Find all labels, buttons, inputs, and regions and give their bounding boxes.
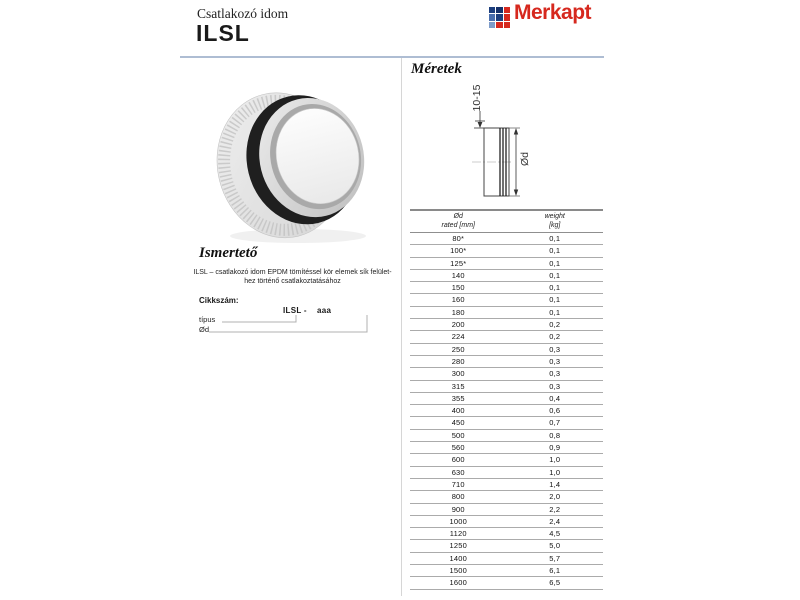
table-row	[410, 257, 603, 269]
table-row	[410, 244, 603, 256]
size-table-header	[410, 211, 603, 233]
article-code-prefix: ILSL -	[283, 306, 307, 315]
table-row	[410, 343, 603, 355]
cell-diameter: 315	[451, 381, 465, 391]
column-divider	[401, 58, 402, 596]
cell-weight: 1,0	[549, 467, 561, 477]
cell-diameter: 180	[451, 307, 465, 317]
drawing-depth-dim-label: 10-15	[471, 84, 483, 112]
brand-grid-square	[496, 14, 502, 20]
table-row	[410, 453, 603, 465]
table-row	[410, 539, 603, 551]
brand-grid-square	[504, 14, 510, 20]
cell-diameter: 224	[451, 332, 465, 342]
brand-grid-square	[496, 7, 502, 13]
brand-grid-square	[489, 22, 495, 28]
table-row	[410, 576, 603, 588]
brand-grid-square	[504, 22, 510, 28]
cell-weight: 0,3	[549, 369, 561, 379]
table-row	[410, 429, 603, 441]
cell-weight: 0,9	[549, 443, 561, 453]
brand-grid-square	[496, 22, 502, 28]
description-line-1: ILSL – csatlakozó idom EPDM tömítéssel kör elemek sík felület-	[193, 269, 392, 276]
cell-diameter: 1120	[449, 529, 467, 539]
cell-weight: 0,2	[549, 332, 561, 342]
cell-weight: 0,1	[549, 270, 561, 280]
cell-diameter: 1600	[449, 578, 467, 588]
cell-diameter: 630	[451, 467, 465, 477]
table-row	[410, 318, 603, 330]
brand-grid-square	[489, 14, 495, 20]
drawing-diameter-dim-label: Ød	[519, 151, 531, 167]
table-row	[410, 515, 603, 527]
brand-grid-square	[504, 7, 510, 13]
brand-name: Merkapt	[514, 1, 592, 24]
cell-weight: 0,1	[549, 246, 561, 256]
table-row	[410, 367, 603, 379]
table-row	[410, 552, 603, 564]
cell-diameter: 100*	[450, 246, 467, 256]
cell-diameter: 1000	[449, 516, 467, 526]
cell-diameter: 800	[451, 492, 465, 502]
cell-weight: 0,3	[549, 381, 561, 391]
product-description	[190, 269, 395, 286]
cell-diameter: 500	[451, 430, 465, 440]
table-row	[410, 527, 603, 539]
header-rule	[180, 56, 604, 58]
section-title-intro: Ismertető	[199, 245, 258, 261]
table-row	[410, 293, 603, 305]
cell-diameter: 280	[451, 356, 465, 366]
header-weight-line1: weight	[544, 213, 565, 220]
table-row	[410, 466, 603, 478]
table-row	[410, 281, 603, 293]
cell-weight: 0,3	[549, 356, 561, 366]
cell-weight: 0,1	[549, 307, 561, 317]
table-row	[410, 404, 603, 416]
cell-diameter: 160	[451, 295, 465, 305]
table-row	[410, 355, 603, 367]
cell-weight: 0,6	[549, 406, 561, 416]
cell-weight: 2,4	[549, 516, 561, 526]
size-table-bottom-rule	[410, 589, 603, 590]
article-code-callout-lines	[195, 304, 395, 339]
cell-weight: 1,4	[549, 479, 561, 489]
article-number-label: Cikkszám:	[199, 296, 239, 305]
header-weight-line2: [kg]	[549, 221, 561, 229]
cell-diameter: 1250	[449, 541, 467, 551]
param-diameter-label: Ød	[199, 325, 210, 334]
header-diameter-column	[410, 213, 507, 230]
table-row	[410, 233, 603, 244]
cell-weight: 0,1	[549, 234, 561, 243]
cell-diameter: 125*	[450, 258, 467, 268]
cell-weight: 2,2	[549, 504, 561, 514]
cell-diameter: 400	[451, 406, 465, 416]
header-diameter-line1: Ød	[453, 213, 463, 220]
cell-diameter: 140	[451, 270, 465, 280]
description-line-2: hez történő csatlakoztatásához	[244, 277, 341, 285]
table-row	[410, 490, 603, 502]
cell-weight: 0,3	[549, 344, 561, 354]
cell-weight: 6,1	[549, 566, 561, 576]
table-row	[410, 380, 603, 392]
table-row	[410, 330, 603, 342]
table-row	[410, 564, 603, 576]
table-row	[410, 416, 603, 428]
cell-diameter: 250	[451, 344, 465, 354]
table-row	[410, 392, 603, 404]
table-row	[410, 478, 603, 490]
table-row	[410, 269, 603, 281]
size-table-rows	[410, 233, 603, 589]
article-code-suffix: aaa	[317, 306, 332, 315]
cell-weight: 4,5	[549, 529, 561, 539]
cell-weight: 0,1	[549, 283, 561, 293]
cell-diameter: 1400	[449, 553, 467, 563]
cell-diameter: 600	[451, 455, 465, 465]
cell-diameter: 1500	[449, 566, 467, 576]
header-diameter-line2: rated [mm]	[441, 221, 475, 229]
section-title-dimensions: Méretek	[411, 61, 462, 77]
cell-diameter: 300	[451, 369, 465, 379]
table-row	[410, 503, 603, 515]
cell-weight: 0,7	[549, 418, 561, 428]
cell-weight: 5,7	[549, 553, 561, 563]
cell-diameter: 80*	[452, 234, 465, 243]
brand-grid-square	[489, 7, 495, 13]
header-weight-column	[507, 213, 604, 230]
cell-diameter: 200	[451, 320, 465, 330]
cell-weight: 0,1	[549, 295, 561, 305]
size-table	[410, 209, 603, 590]
cell-weight: 0,8	[549, 430, 561, 440]
technical-drawing	[450, 78, 560, 208]
cell-weight: 1,0	[549, 455, 561, 465]
cell-weight: 0,1	[549, 258, 561, 268]
product-code-title: ILSL	[196, 20, 250, 46]
cell-diameter: 355	[451, 393, 465, 403]
cell-weight: 0,4	[549, 393, 561, 403]
cell-weight: 2,0	[549, 492, 561, 502]
cell-diameter: 710	[451, 479, 465, 489]
product-category: Csatlakozó idom	[197, 6, 289, 21]
cell-diameter: 450	[451, 418, 465, 428]
param-type-label: típus	[199, 315, 216, 324]
cell-weight: 0,2	[549, 320, 561, 330]
brand-grid-icon	[489, 7, 510, 28]
cell-diameter: 900	[451, 504, 465, 514]
table-row	[410, 441, 603, 453]
table-row	[410, 306, 603, 318]
cell-diameter: 560	[451, 443, 465, 453]
product-photo	[212, 70, 392, 250]
cell-weight: 6,5	[549, 578, 561, 588]
cell-weight: 5,0	[549, 541, 561, 551]
cell-diameter: 150	[451, 283, 465, 293]
